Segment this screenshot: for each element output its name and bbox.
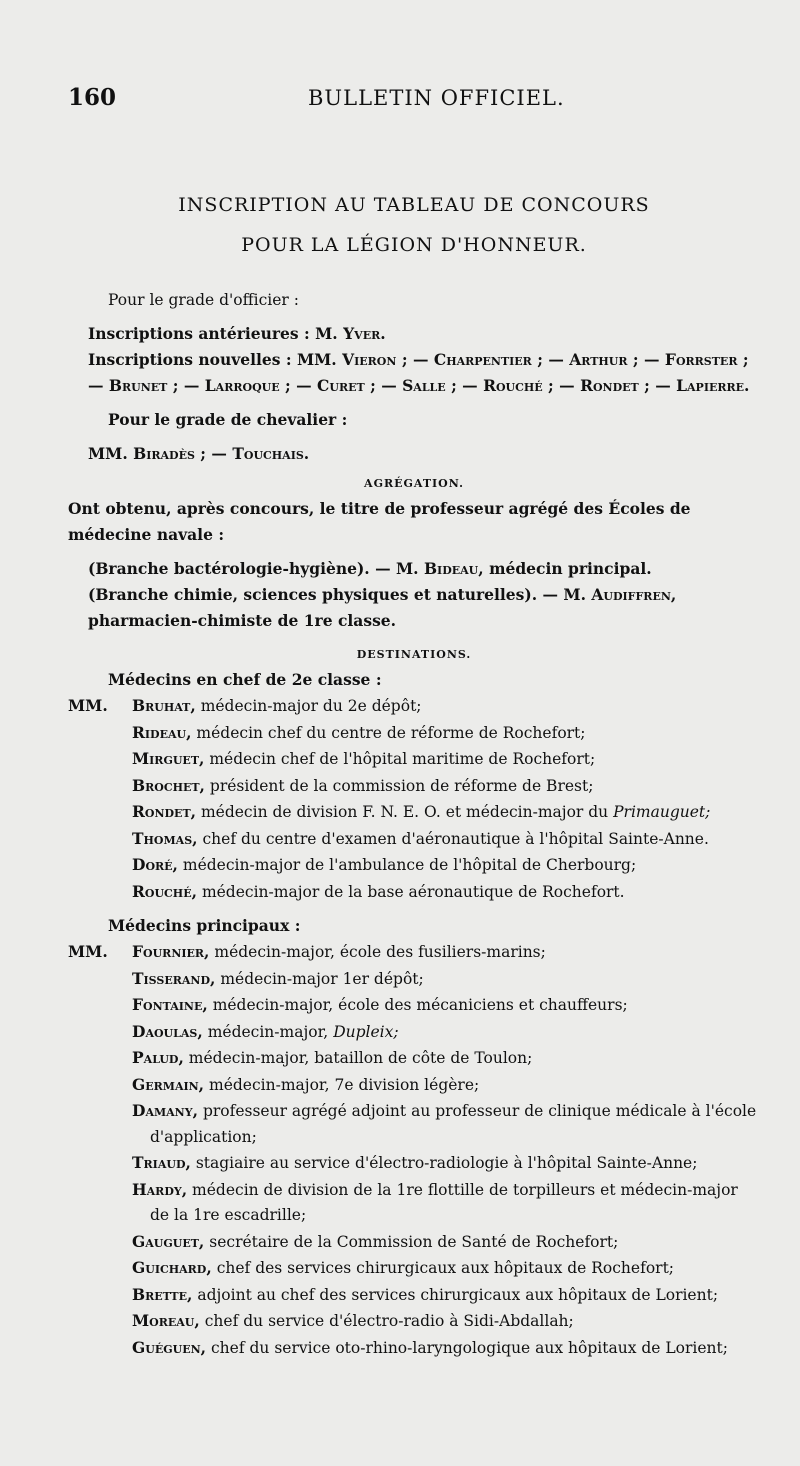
entry-text: chef du service d'électro-radio à Sidi-Abdallah; — [204, 1312, 574, 1330]
anterieures-label: Inscriptions antérieures : M. — [88, 324, 338, 343]
list-item — [132, 826, 760, 853]
agregation-intro: Ont obtenu, après concours, le titre de professeur agrégé des Écoles de médecine navale : — [68, 499, 691, 544]
entry-name: Palud, — [132, 1048, 184, 1067]
entry-name: Doré, — [132, 855, 178, 874]
entry-text: médecin chef de l'hôpital maritime de Rochefort; — [209, 750, 596, 768]
list-item — [132, 1045, 760, 1072]
list-item — [132, 852, 760, 879]
chevalier-label: MM. — [88, 444, 128, 463]
article-title — [68, 185, 760, 265]
entry-text: médecin-major, — [207, 1022, 329, 1041]
anterieures-line — [68, 321, 760, 347]
list-item — [132, 773, 760, 800]
list-item — [132, 1177, 760, 1229]
group-2-label: Médecins principaux : — [108, 916, 301, 935]
entry-text: chef des services chirurgicaux aux hôpitaux de Rochefort; — [216, 1259, 675, 1277]
agregation-name-2: Audiffren, — [591, 585, 677, 604]
entry-text: médecin-major de la base aéronautique de Rochefort. — [201, 882, 625, 901]
entry-text: médecin-major, école des mécaniciens et chauffeurs; — [212, 996, 628, 1014]
entry-name: Rouché, — [132, 881, 197, 901]
entry-text: médecin-major, école des fusiliers-marins; — [214, 943, 546, 961]
list-item — [132, 1229, 760, 1256]
entry-name: Triaud, — [132, 1153, 191, 1172]
nouvelles-line — [68, 347, 760, 399]
agregation-line-2 — [68, 582, 760, 634]
page-number: 160 — [68, 84, 117, 111]
entry-italic: Primauguet; — [613, 803, 711, 821]
agregation-branch-1: (Branche bactérologie-hygiène). — M. — [88, 559, 419, 578]
group-1-entries — [132, 693, 760, 905]
title-line-1: INSCRIPTION AU TABLEAU DE CONCOURS — [178, 194, 650, 216]
group-1-prefix: MM. — [68, 696, 108, 715]
list-item — [132, 939, 760, 966]
list-item — [132, 1255, 760, 1282]
entry-text: médecin-major, bataillon de côte de Toulon; — [188, 1049, 533, 1067]
list-item — [132, 1308, 760, 1335]
entry-name: Rideau, — [132, 722, 192, 742]
entry-text: stagiaire au service d'électro-radiologie à l'hôpital Sainte-Anne; — [195, 1154, 698, 1172]
chevalier-names: Biradès ; — Touchais. — [133, 444, 310, 463]
entry-name: Bruhat, — [132, 696, 196, 715]
entry-italic: Dupleix; — [333, 1022, 399, 1041]
agregation-branch-2: (Branche chimie, sciences physiques et naturelles). — M. — [88, 585, 586, 604]
entry-name: Damany, — [132, 1101, 198, 1120]
running-title: BULLETIN OFFICIEL. — [308, 86, 565, 110]
group-2-list — [68, 939, 760, 1361]
entry-text: professeur agrégé adjoint au professeur de clinique médicale à l'école d'application; — [150, 1102, 757, 1146]
agregation-rest-2: pharmacien-chimiste de 1re classe. — [88, 611, 397, 630]
page-header — [68, 84, 760, 111]
agregation-rest-1: médecin principal. — [489, 559, 652, 578]
agregation-name-1: Bideau, — [423, 559, 484, 578]
title-line-2: POUR LA LÉGION D'HONNEUR. — [241, 234, 587, 256]
entry-name: Brochet, — [132, 775, 205, 795]
entry-text: chef du service oto-rhino-laryngologique aux hôpitaux de Lorient; — [210, 1338, 728, 1357]
entry-name: Brette, — [132, 1284, 193, 1304]
entry-name: Guéguen, — [132, 1337, 207, 1357]
entry-name: Thomas, — [132, 828, 198, 848]
list-item — [132, 879, 760, 906]
officier-heading: Pour le grade d'officier : — [108, 291, 299, 309]
entry-name: Germain, — [132, 1074, 205, 1094]
entry-text: médecin chef du centre de réforme de Rochefort; — [196, 723, 586, 742]
entry-text: chef du centre d'examen d'aéronautique à l'hôpital Sainte-Anne. — [202, 829, 709, 848]
list-item — [132, 1282, 760, 1309]
list-item — [132, 746, 760, 773]
entry-name: Moreau, — [132, 1311, 200, 1330]
entry-text: adjoint au chef des services chirurgicaux aux hôpitaux de Lorient; — [197, 1285, 719, 1304]
entry-text: secrétaire de la Commission de Santé de Rochefort; — [209, 1232, 619, 1251]
agregation-heading: AGRÉGATION. — [364, 477, 464, 490]
entry-name: Fournier, — [132, 942, 210, 961]
entry-name: Rondet, — [132, 802, 197, 821]
entry-text: médecin-major, 7e division légère; — [209, 1075, 480, 1094]
agregation-line-1 — [68, 556, 760, 582]
list-item — [132, 799, 760, 826]
group-2-prefix: MM. — [68, 942, 108, 961]
nouvelles-names: Vieron ; — Charpentier ; — Arthur ; — Forrster ; — Brunet ; — Larroque ; — Curet ; — Salle ; — Rouché ; — Rondet ; — Lapierre. — [88, 350, 750, 395]
list-item — [132, 693, 760, 720]
list-item — [132, 992, 760, 1019]
list-item — [132, 720, 760, 747]
destinations-heading: DESTINATIONS. — [356, 648, 472, 661]
group-2-entries — [132, 939, 760, 1361]
entry-text: président de la commission de réforme de Brest; — [209, 776, 594, 795]
entry-text: médecin-major 1er dépôt; — [220, 969, 424, 988]
entry-name: Fontaine, — [132, 995, 208, 1014]
entry-text: médecin-major de l'ambulance de l'hôpital de Cherbourg; — [182, 856, 637, 874]
group-1-label: Médecins en chef de 2e classe : — [108, 670, 382, 689]
entry-text: médecin de division de la 1re flottille de torpilleurs et médecin-major de la 1re escadrille; — [150, 1180, 738, 1224]
anterieures-names: Yver. — [343, 324, 386, 343]
entry-name: Tisserand, — [132, 968, 216, 988]
entry-name: Guichard, — [132, 1258, 212, 1277]
list-item — [132, 1072, 760, 1099]
nouvelles-label: Inscriptions nouvelles : MM. — [88, 350, 337, 369]
group-1-list — [68, 693, 760, 905]
list-item — [132, 1098, 760, 1150]
list-item — [132, 1335, 760, 1362]
list-item — [132, 966, 760, 993]
entry-name: Mirguet, — [132, 749, 205, 768]
list-item — [132, 1150, 760, 1177]
entry-text: médecin de division F. N. E. O. et médecin-major du — [200, 803, 609, 821]
list-item — [132, 1019, 760, 1046]
chevalier-line — [68, 441, 760, 467]
entry-text: médecin-major du 2e dépôt; — [200, 697, 422, 715]
chevalier-heading: Pour le grade de chevalier : — [108, 410, 348, 429]
entry-name: Daoulas, — [132, 1021, 203, 1041]
entry-name: Gauguet, — [132, 1231, 205, 1251]
entry-name: Hardy, — [132, 1179, 188, 1199]
